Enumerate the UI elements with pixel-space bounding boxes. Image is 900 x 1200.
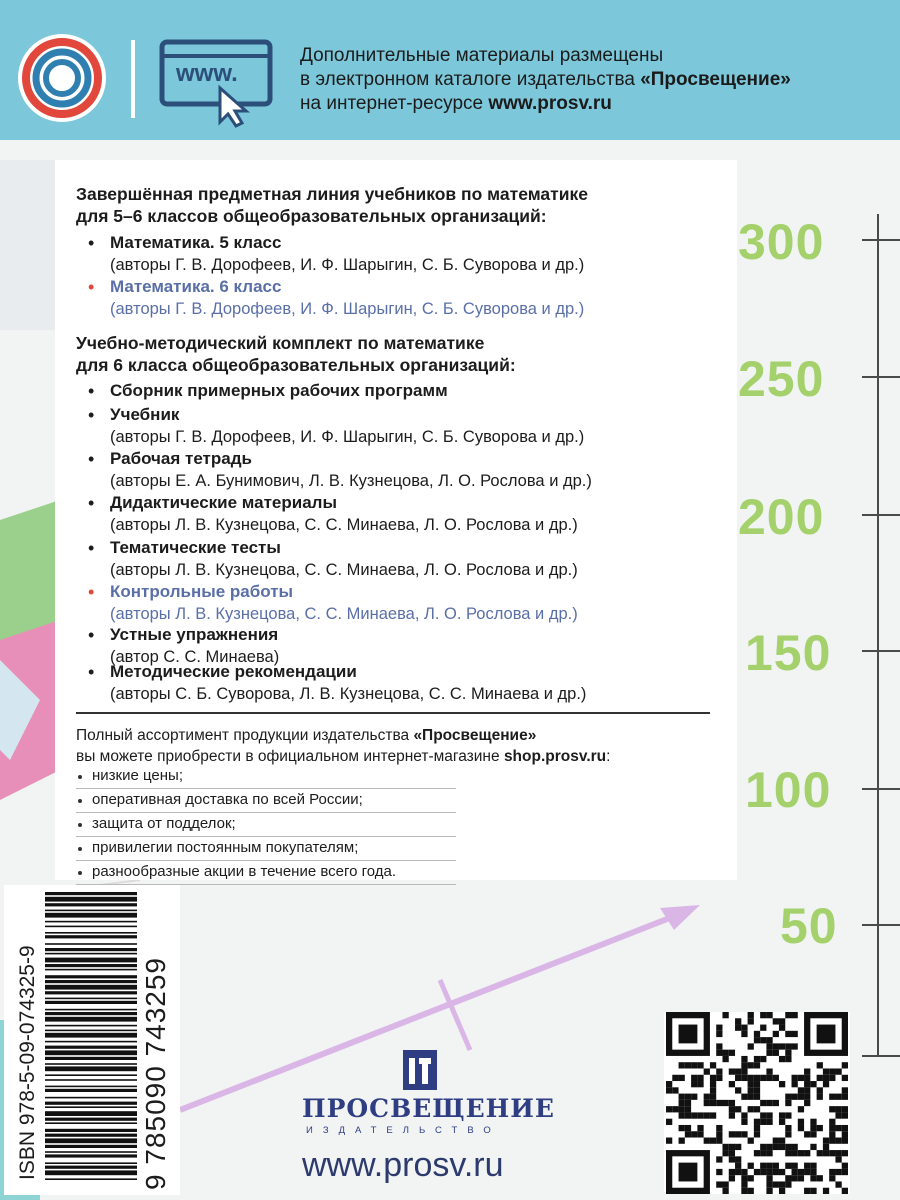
- publisher-url[interactable]: www.prosv.ru: [302, 1146, 504, 1184]
- item-title: Устные упражнения: [110, 625, 279, 644]
- item-title: Дидактические материалы: [110, 493, 337, 512]
- item-title: Учебник: [110, 405, 180, 424]
- item-title: Математика. 5 класс: [110, 233, 282, 252]
- publisher-logo-icon: [403, 1050, 437, 1090]
- header-banner: [0, 0, 900, 140]
- list-item: оперативная доставка по всей России;: [76, 790, 396, 814]
- list-item: разнообразные акции в течение всего года.: [76, 862, 396, 886]
- publisher-name: ПРОСВЕЩЕНИЕ: [302, 1094, 555, 1123]
- scale-label-100: 100: [745, 762, 832, 818]
- item-title: Контрольные работы: [110, 582, 294, 601]
- list-item: низкие цены;: [76, 766, 396, 790]
- scale-label-250: 250: [738, 351, 825, 407]
- scale-label-200: 200: [738, 489, 825, 545]
- item-title: Методические рекомендации: [110, 662, 357, 681]
- section1-title-line2: для 5–6 классов общеобразовательных организаций:: [76, 206, 547, 226]
- shop-line2: вы можете приобрести в официальном интернет-магазине shop.prosv.ru:: [76, 748, 611, 765]
- header-line1: Дополнительные материалы размещены: [300, 45, 664, 66]
- divider: [76, 712, 710, 714]
- item-title: Тематические тесты: [110, 538, 281, 557]
- scale-label-300: 300: [738, 214, 825, 270]
- header-text: [300, 44, 791, 116]
- section2-title-line1: Учебно-методический комплект по математике: [76, 333, 485, 353]
- item-authors: (авторы Е. А. Бунимович, Л. В. Кузнецова, Л. О. Рослова и др.): [110, 472, 592, 490]
- item-authors: (авторы Г. В. Дорофеев, И. Ф. Шарыгин, С. Б. Суворова и др.): [110, 300, 585, 318]
- scale-tick: [862, 650, 900, 652]
- item-authors: (автор С. С. Минаева): [110, 648, 280, 666]
- scale-tick: [862, 376, 900, 378]
- publisher-subtitle: ИЗДАТЕЛЬСТВО: [306, 1125, 501, 1136]
- qr-code: [664, 1012, 850, 1194]
- header-line2: в электронном каталоге издательства «Просвещение»: [300, 69, 791, 90]
- header-divider: [131, 40, 135, 118]
- item-authors: (авторы С. Б. Суворова, Л. В. Кузнецова, С. С. Минаева и др.): [110, 685, 587, 703]
- www-label: www.: [176, 60, 238, 87]
- item-authors: (авторы Л. В. Кузнецова, С. С. Минаева, Л. О. Рослова и др.): [110, 561, 578, 579]
- isbn-digits: 9 785090 743259: [140, 957, 171, 1190]
- item-authors: (авторы Г. В. Дорофеев, И. Ф. Шарыгин, С. Б. Суворова и др.): [110, 256, 585, 274]
- header-line3: на интернет-ресурсе www.prosv.ru: [300, 93, 612, 114]
- section1-title-line1: Завершённая предметная линия учебников по математике: [76, 184, 588, 204]
- scale-tick: [862, 239, 900, 241]
- scale-axis: [877, 214, 879, 1056]
- isbn-text: ISBN 978-5-09-074325-9: [16, 945, 39, 1180]
- scale-tick: [862, 788, 900, 790]
- scale-tick: [862, 924, 900, 926]
- item-title: Сборник примерных рабочих программ: [110, 381, 448, 400]
- item-title: Рабочая тетрадь: [110, 449, 252, 468]
- scale-label-150: 150: [745, 625, 832, 681]
- list-item: привилегии постоянным покупателям;: [76, 838, 396, 862]
- item-title: Математика. 6 класс: [110, 277, 282, 296]
- shop-benefits-list: [76, 766, 396, 886]
- item-authors: (авторы Л. В. Кузнецова, С. С. Минаева, Л. О. Рослова и др.): [110, 516, 578, 534]
- section2-title-line2: для 6 класса общеобразовательных организаций:: [76, 355, 516, 375]
- scale-tick: [862, 1055, 900, 1057]
- shop-line1: Полный ассортимент продукции издательства «Просвещение»: [76, 727, 537, 744]
- item-authors: (авторы Л. В. Кузнецова, С. С. Минаева, Л. О. Рослова и др.): [110, 605, 578, 623]
- barcode: [45, 888, 137, 1188]
- shop-link[interactable]: shop.prosv.ru: [503, 748, 607, 765]
- scale-tick: [862, 514, 900, 516]
- prosv-logo-icon: [14, 30, 110, 126]
- scale-label-50: 50: [780, 898, 838, 954]
- shop-text: [76, 725, 610, 767]
- list-item: защита от подделок;: [76, 814, 396, 838]
- item-authors: (авторы Г. В. Дорофеев, И. Ф. Шарыгин, С. Б. Суворова и др.): [110, 428, 585, 446]
